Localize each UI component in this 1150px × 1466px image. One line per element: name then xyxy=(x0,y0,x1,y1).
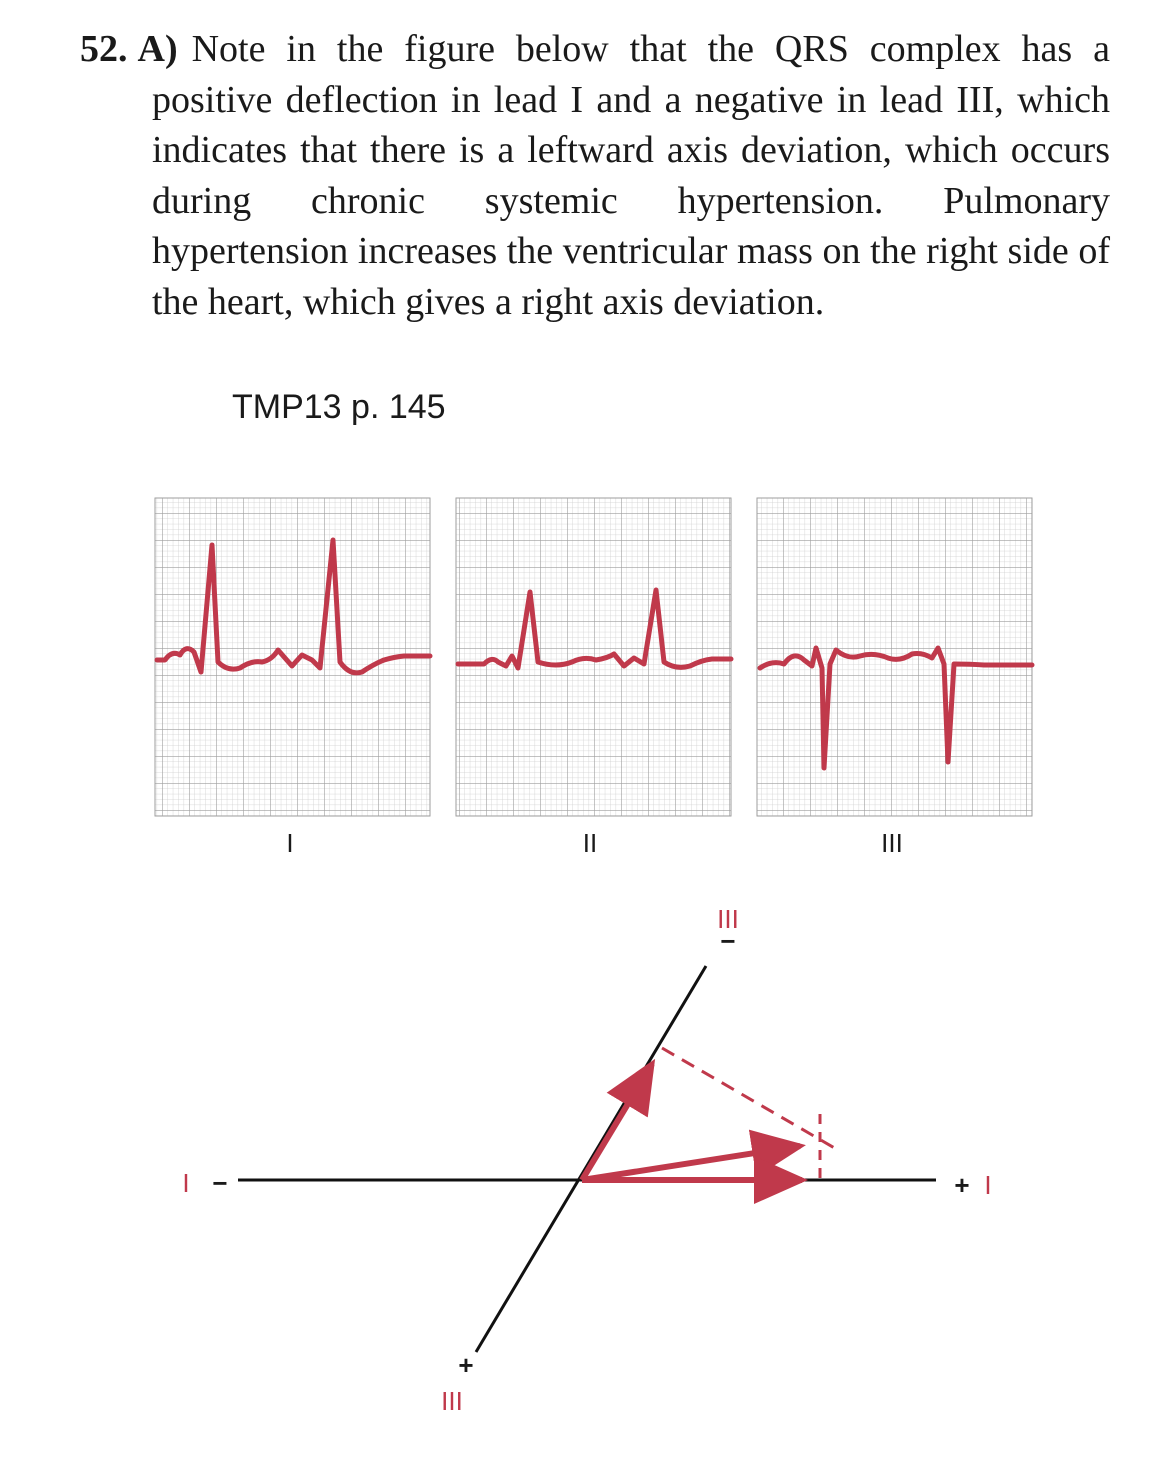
vector-lead-iii-component xyxy=(582,1064,652,1180)
vector-mean-axis xyxy=(582,1146,800,1180)
ecg-label-lead-i: I xyxy=(286,828,294,858)
ecg-panel-lead-iii xyxy=(757,498,1032,858)
axis-label-lead-iii-negative: III xyxy=(717,904,739,934)
axis-sign-lead-iii-negative: − xyxy=(720,926,736,956)
axis-diagram xyxy=(182,904,991,1416)
ecg-label-lead-iii: III xyxy=(881,828,903,858)
question-number: 52. xyxy=(80,28,128,70)
ecg-panel-lead-ii xyxy=(456,498,731,858)
lead-iii-axis xyxy=(476,966,706,1352)
axis-sign-lead-i-positive: + xyxy=(954,1170,970,1200)
ecg-label-lead-ii: II xyxy=(582,828,598,858)
answer-letter: A) xyxy=(137,28,178,70)
axis-label-lead-iii-positive: III xyxy=(441,1386,463,1416)
explanation-text: Note in the figure below that the QRS complex has a positive deflection in lead I and a negative in lead III, which indicates that there is a leftward axis deviation, which occurs during chronic systemic hypertension. Pulmonary hypertension increases the ventricular mass on the right side of the heart, which gives a right axis deviation. xyxy=(152,28,1110,323)
reference-citation: TMP13 p. 145 xyxy=(232,388,446,426)
axis-label-lead-i-positive: I xyxy=(984,1170,992,1200)
axis-sign-lead-i-negative: − xyxy=(212,1168,228,1198)
axis-sign-lead-iii-positive: + xyxy=(458,1350,474,1380)
projection-line-iii xyxy=(662,1048,838,1150)
axis-label-lead-i-negative: I xyxy=(182,1168,190,1198)
ecg-panel-lead-i xyxy=(155,498,430,858)
